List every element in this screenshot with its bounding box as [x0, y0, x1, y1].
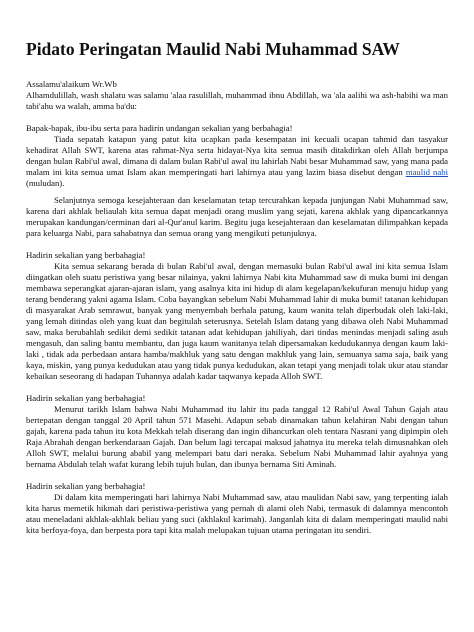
- section-heading-4: Hadirin sekalian yang berbahagia!: [26, 481, 146, 492]
- paragraph-5: Di dalam kita memperingati hari lahirnya Nabi Muhammad saw, atau maulidan Nabi saw, yang terpenting ialah kita harus memetik hikmah dari peristiwa-peristiwa yang pernah di alami oleh Nabi, termasuk di dalamnya mencontoh atau meneladani akhlak-akhlak beliau yang suci (akhlakul karimah). Janganlah kita di dalam memperingati maulid nabi kita berfoya-foya, dan berpesta pora tapi kita malah melupakan tujuan utama peringatan itu sendiri.: [26, 492, 448, 536]
- page-title: Pidato Peringatan Maulid Nabi Muhammad SAW: [26, 39, 400, 59]
- paragraph-1-text: Tiada sepatah katapun yang patut kita ucapkan pada kesempatan ini kecuali ucapan tahmid dan tasyakur kehadirat Allah SWT, karena atas rahmat-Nya serta hidayat-Nya kita semua masih ditakdirkan oleh Allah berjumpa dengan bulan Rabi'ul awal, dimana di dalam bulan Rabi'ul awal itu lahirlah Nabi besar Muhammad saw, yang mana pada malam ini kita semua umat Islam akan memperingati hari lahirnya atau yang lazim biasa disebut dengan: [26, 134, 448, 178]
- paragraph-2: Selanjutnya semoga kesejahteraan dan keselamatan tetap tercurahkan kepada junjungan Nabi Muhammad saw, karena dari akhlak beliaulah kita semua dapat menjadi orang muslim yang sejati, karena akhlak yang dipancarkannya merupakan kandungan/cerminan dari al-Qur'anul karim. Begitu juga kesejahteraan dan keselamatan dilimpahkan kepada para keluarga Nabi, para sahabatnya dan semua orang yang mengikuti petunjuknya.: [26, 195, 448, 239]
- paragraph-4: Menurut tarikh Islam bahwa Nabi Muhammad itu lahir itu pada tanggal 12 Rabi'ul Awal Tahun Gajah atau bertepatan dengan tanggal 20 April tahun 571 Masehi. Adapun sebab dinamakan tahun kelahiran Nabi dengan tahun gajah, karena pada tahun itu kota Mekkah telah diserang dan ingin dihancurkan oleh tentara Nasrani yang dipimpin oleh Raja Abrahah dengan berkendaraan Gajah. Dan belum lagi tercapai maksud jahatnya itu mereka telah dimusnahkan oleh Alloh SWT, melalui burung ababil yang melempari batu dari neraka. Sebelum Nabi Muhammad lahir ayahnya yang bernama Abdulah telah wafat kurang lebih tujuh bulan, dan ibunya bernama Siti Aminah.: [26, 404, 448, 470]
- paragraph-1: [26, 134, 448, 189]
- paragraph-3: Kita semua sekarang berada di bulan Rabi'ul awal, dengan memasuki bulan Rabi'ul awal ini kita semua Islam diingatkan oleh suatu peristiwa yang besar nilainya, yakni lahirnya Nabi kita Muhammad saw di muka bumi ini dengan membawa seperangkat ajaran-ajaran islam, yang asalnya kita ini hidup di alam kegelapan/kekufuran menuju hidup yang terang benderang yakni agama Islam. Coba bayangkan sebelum Nabi Muhammad lahir di muka bumi! tatanan kehidupan di masyarakat Arab semrawut, banyak yang menyembah berhala patung, kaum wanita telah diperbudak oleh laki-laki, yang lemah ditindas oleh yang kuat dan begitulah seterusnya. Setelah Islam datang yang dibawa oleh Nabi Muhammad saw, maka berubahlah sedikit demi sedikit tatanan adat kehidupan jahiliyah, dari tindas menindas menjadi saling asuh mengasuh, dan saling bantu membantu, dan juga kaum wanitanya telah dipersamakan kedudukannya dengan kaum laki-laki , tidak ada perbedaan antara hamba/makhluk yang satu dengan makhluk yang lain, semuanya sama saja, baik yang kaya, miskin, yang punya kedudukan atau yang tidak punya kedudukan, akan tetapi yang menjadi tolak ukur atau standar kebaikan seseorang di hadapan Tuhannya adalah kadar taqwanya kepada Alloh SWT.: [26, 261, 448, 382]
- paragraph-1-tail: (muludan).: [26, 178, 65, 189]
- maulid-nabi-link[interactable]: maulid nabi: [405, 167, 449, 178]
- section-heading-3: Hadirin sekalian yang berbahagia!: [26, 393, 146, 404]
- greeting: Bapak-bapak, ibu-ibu serta para hadirin undangan sekalian yang berbahagia!: [26, 123, 293, 134]
- section-heading-2: Hadirin sekalian yang berbahagia!: [26, 250, 146, 261]
- opening-hamdalah: Alhamdulillah, wash shalatu was salamu 'alaa rasulillah, muhammad ibnu Abdillah, wa 'ala aalihi wa ash-habihi wa man tabi'ahu wa walah, amma ba'du:: [26, 90, 448, 112]
- opening-salam: Assalamu'alaikum Wr.Wb: [26, 79, 117, 90]
